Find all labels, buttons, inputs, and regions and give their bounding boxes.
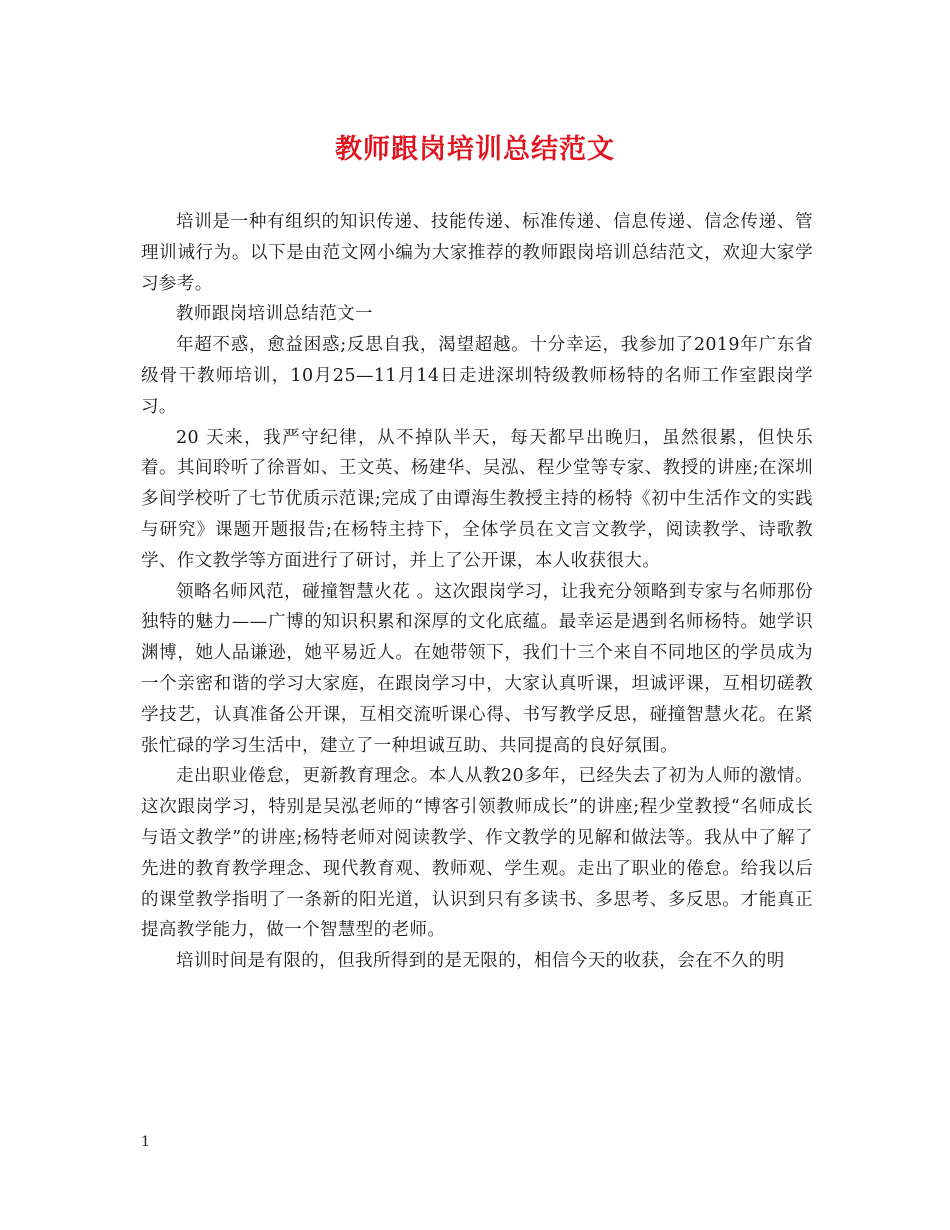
paragraph-2: 20 天来，我严守纪律，从不掉队半天，每天都早出晚归，虽然很累，但快乐着。其间聆听了徐晋如、王文英、杨建华、吴泓、程少堂等专家、教授的讲座;在深圳多间学校听了七节优质示范课;完成了由谭海生教授主持的杨特《初中生活作文的实践与研究》课题开题报告;在杨特主持下，全体学员在文言文教学，阅读教学、诗歌教学、作文教学等方面进行了研讨，并上了公开课，本人收获很大。 <box>141 427 813 571</box>
paragraph-1: 年超不惑，愈益困惑;反思自我，渴望超越。十分幸运，我参加了2019年广东省级骨干教师培训，10月25—11月14日走进深圳特级教师杨特的名师工作室跟岗学习。 <box>141 335 813 417</box>
paragraph-intro: 培训是一种有组织的知识传递、技能传递、标准传递、信息传递、信念传递、管理训诫行为。以下是由范文网小编为大家推荐的教师跟岗培训总结范文，欢迎大家学习参考。 <box>141 212 813 294</box>
paragraph-3: 领略名师风范，碰撞智慧火花 。这次跟岗学习，让我充分领略到专家与名师那份独特的魅力——广博的知识积累和深厚的文化底蕴。最幸运是遇到名师杨特。她学识渊博，她人品谦逊，她平易近人。在她带领下，我们十三个来自不同地区的学员成为一个亲密和谐的学习大家庭，在跟岗学习中，大家认真听课，坦诚评课，互相切磋教学技艺，认真准备公开课，互相交流听课心得、书写教学反思，碰撞智慧火花。在紧张忙碌的学习生活中，建立了一种坦诚互助、共同提高的良好氛围。 <box>141 581 813 756</box>
document-title: 教师跟岗培训总结范文 <box>335 134 615 165</box>
paragraph-subheading: 教师跟岗培训总结范文一 <box>176 304 373 325</box>
page-number: 1 <box>141 1134 150 1150</box>
paragraph-5: 培训时间是有限的，但我所得到的是无限的，相信今天的收获，会在不久的明 <box>176 951 785 972</box>
paragraph-4: 走出职业倦怠，更新教育理念。本人从教20多年，已经失去了初为人师的激情。这次跟岗学习，特别是吴泓老师的“博客引领教师成长”的讲座;程少堂教授“名师成长与语文教学”的讲座;杨特老师对阅读教学、作文教学的见解和做法等。我从中了解了先进的教育教学理念、现代教育观、教师观、学生观。走出了职业的倦怠。给我以后的课堂教学指明了一条新的阳光道，认识到只有多读书、多思考、多反思。才能真正提高教学能力，做一个智慧型的老师。 <box>141 766 813 941</box>
document-body <box>141 207 813 977</box>
